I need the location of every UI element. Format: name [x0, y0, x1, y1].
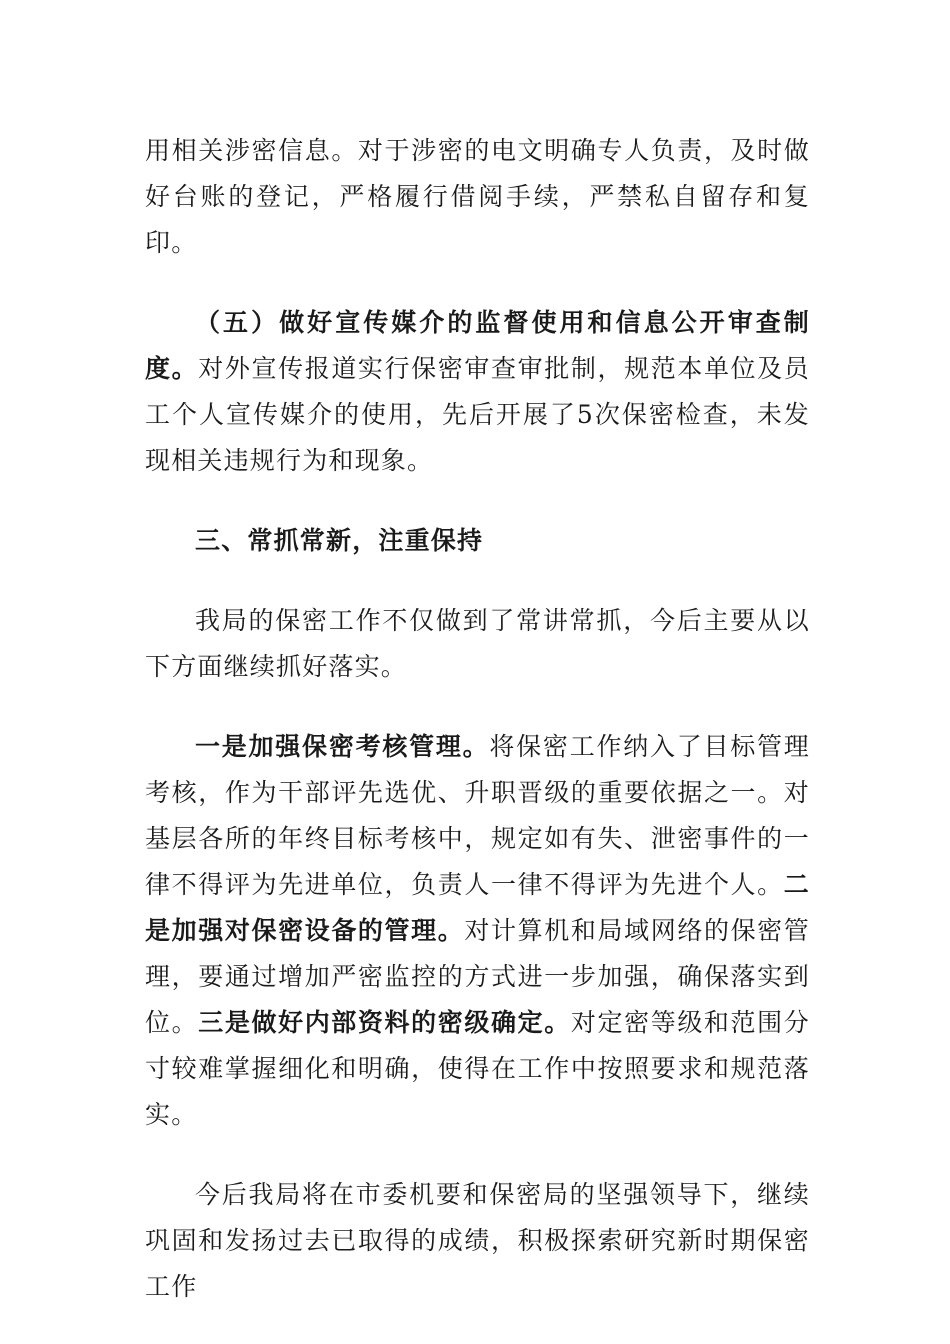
- paragraph-text: 我局的保密工作不仅做到了常讲常抓，今后主要从以下方面继续抓好落实。: [145, 606, 810, 681]
- paragraph-text-3: 对定密等级和范围分寸较难掌握细化和明确，使得在工作中按照要求和规范落实。: [145, 1008, 810, 1129]
- paragraph-text-2: 对计算机和局域网络的保密管理，要通过增加严密监控的方式进一步加强，确保落实到位。: [145, 916, 810, 1037]
- paragraph-text-1: 将保密工作纳入了目标管理考核，作为干部评先选优、升职晋级的重要依据之一。对基层各所的年终目标考核中，规定如有失、泄密事件的一律不得评为先进单位，负责人一律不得评为先进个人。: [145, 732, 811, 899]
- paragraph-lead-3: 三是做好内部资料的密级确定。: [198, 1008, 571, 1037]
- paragraph-measures: [145, 724, 810, 1138]
- paragraph-media-review: [145, 300, 810, 484]
- paragraph-text: 用相关涉密信息。对于涉密的电文明确专人负责，及时做好台账的登记，严格履行借阅手续，严禁私自留存和复印。: [145, 136, 810, 257]
- paragraph-text: 对外宣传报道实行保密审查审批制，规范本单位及员工个人宣传媒介的使用，先后开展了5次保密检查，未发现相关违规行为和现象。: [145, 354, 810, 475]
- section-heading: 三、常抓常新，注重保持: [195, 526, 484, 555]
- paragraph-text: 今后我局将在市委机要和保密局的坚强领导下，继续巩固和发扬过去已取得的成绩，积极探索研究新时期保密工作: [145, 1180, 810, 1301]
- paragraph-lead-2: 二是加强对保密设备的管理。: [145, 870, 810, 945]
- paragraph-outlook: [145, 1172, 810, 1310]
- paragraph-lead-1: 一是加强保密考核管理。: [195, 732, 490, 761]
- paragraph-intro: [145, 598, 810, 690]
- paragraph-lead: （五）做好宣传媒介的监督使用和信息公开审查制度。: [145, 308, 810, 383]
- paragraph-continuation: [145, 128, 810, 266]
- document-body: [145, 128, 810, 1310]
